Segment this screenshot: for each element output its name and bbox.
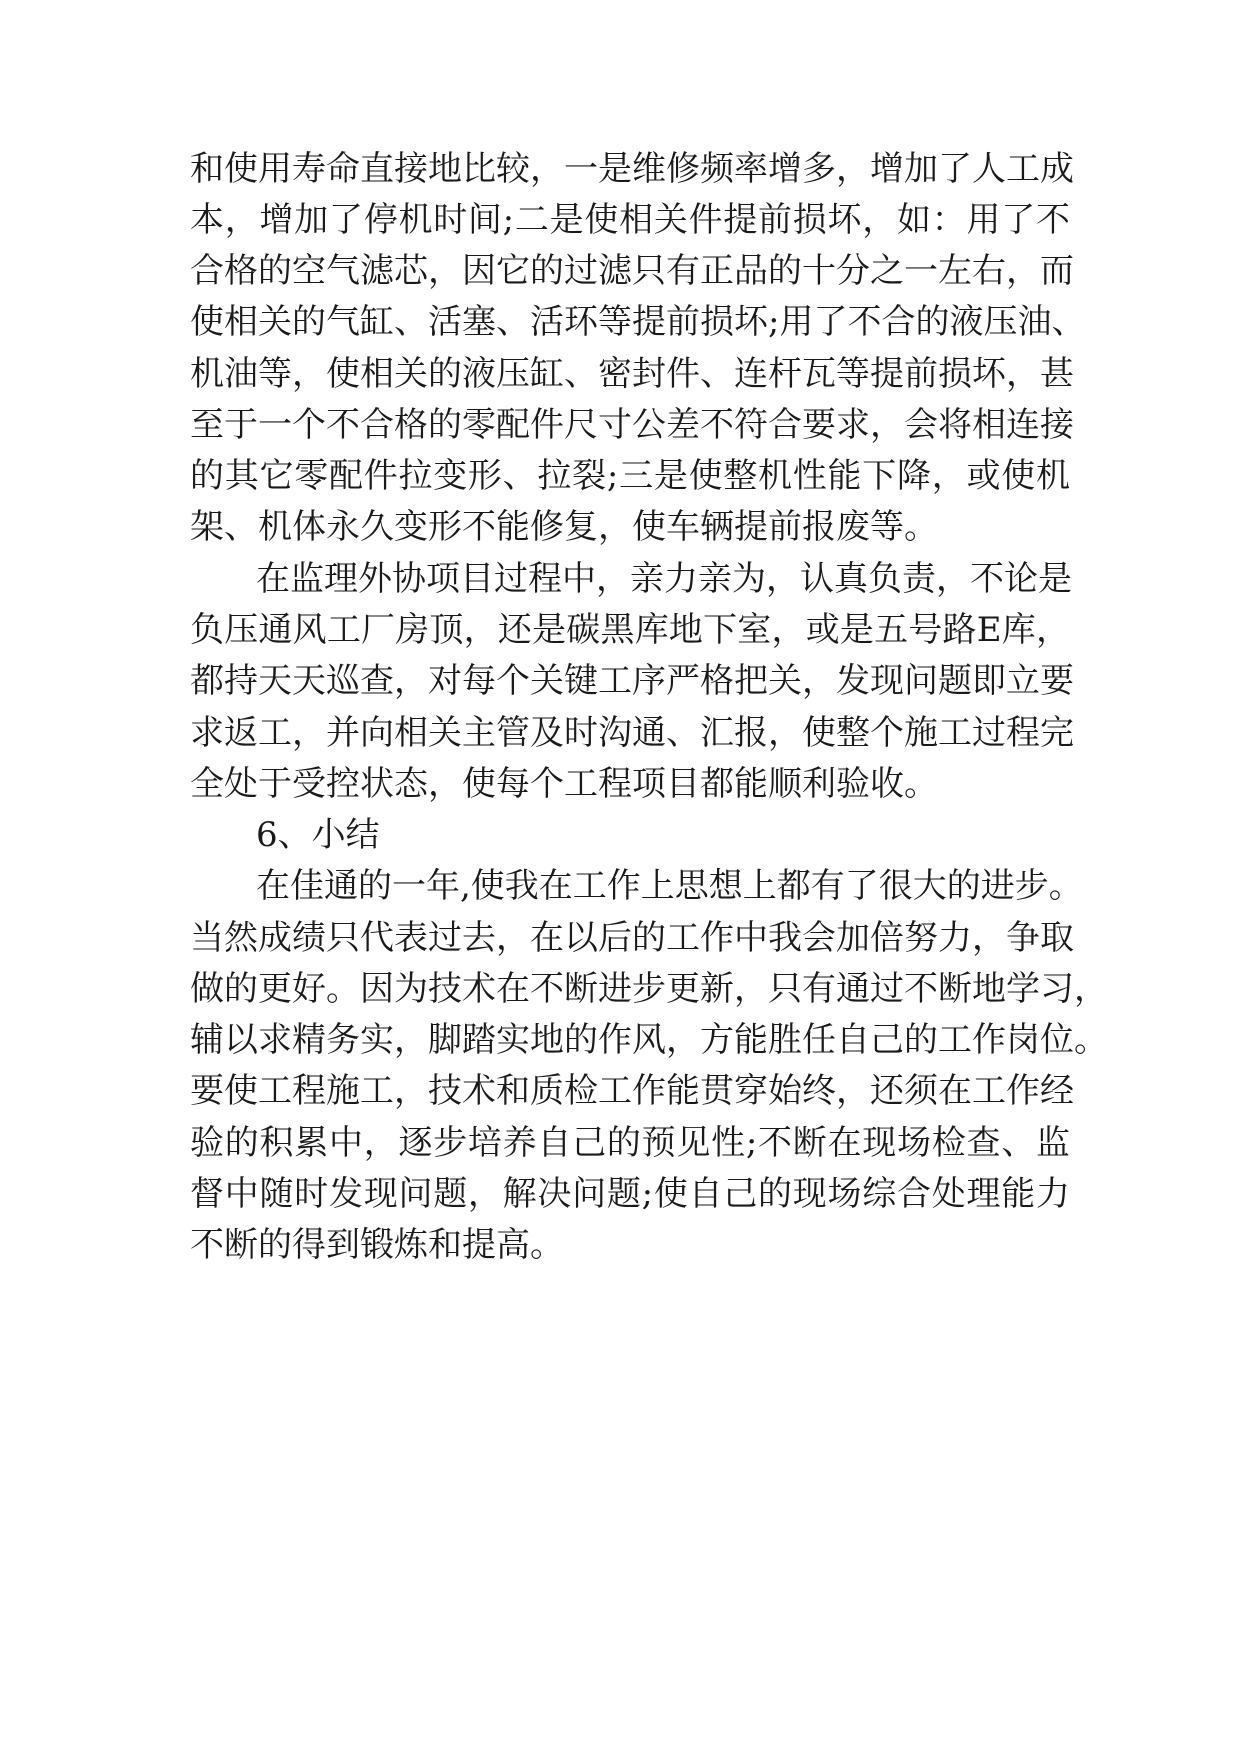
text-line: 督中随时发现问题，解决问题;使自己的现场综合处理能力 <box>190 1174 1070 1214</box>
text-line: 机油等，使相关的液压缸、密封件、连杆瓦等提前损坏，甚 <box>190 354 1074 394</box>
text-line: 负压通风工厂房顶，还是碳黑库地下室，或是五号路E库， <box>190 610 1070 650</box>
paragraph-first-line: 在监理外协项目过程中，亲力亲为，认真负责，不论是 <box>256 559 1072 599</box>
text-line: 做的更好。因为技术在不断进步更新，只有通过不断地学习， <box>190 969 1108 1009</box>
text-line: 和使用寿命直接地比较，一是维修频率增多，增加了人工成 <box>190 149 1074 189</box>
text-line: 求返工，并向相关主管及时沟通、汇报，使整个施工过程完 <box>190 713 1074 753</box>
text-line: 使相关的气缸、活塞、活环等提前损坏;用了不合的液压油、 <box>190 302 1086 342</box>
text-line: 合格的空气滤芯，因它的过滤只有正品的十分之一左右，而 <box>190 251 1074 291</box>
text-line: 不断的得到锻炼和提高。 <box>190 1225 564 1265</box>
text-line: 全处于受控状态，使每个工程项目都能顺利验收。 <box>190 764 938 804</box>
text-line: 的其它零配件拉变形、拉裂;三是使整机性能下降，或使机 <box>190 456 1070 496</box>
paragraph-first-line: 在佳通的一年,使我在工作上思想上都有了很大的进步。 <box>256 866 1083 906</box>
text-line: 验的积累中，逐步培养自己的预见性;不断在现场检查、监 <box>190 1123 1070 1163</box>
text-line: 辅以求精务实，脚踏实地的作风，方能胜任自己的工作岗位。 <box>190 1020 1108 1060</box>
text-line: 要使工程施工，技术和质检工作能贯穿始终，还须在工作经 <box>190 1071 1074 1111</box>
text-line: 架、机体永久变形不能修复，使车辆提前报废等。 <box>190 507 938 547</box>
text-line: 都持天天巡查，对每个关键工序严格把关，发现问题即立要 <box>190 661 1074 701</box>
text-line: 本，增加了停机时间;二是使相关件提前损坏，如：用了不 <box>190 200 1070 240</box>
section-heading: 6、小结 <box>256 815 380 855</box>
text-line: 至于一个不合格的零配件尺寸公差不符合要求，会将相连接 <box>190 405 1074 445</box>
text-line: 当然成绩只代表过去，在以后的工作中我会加倍努力，争取 <box>190 918 1074 958</box>
